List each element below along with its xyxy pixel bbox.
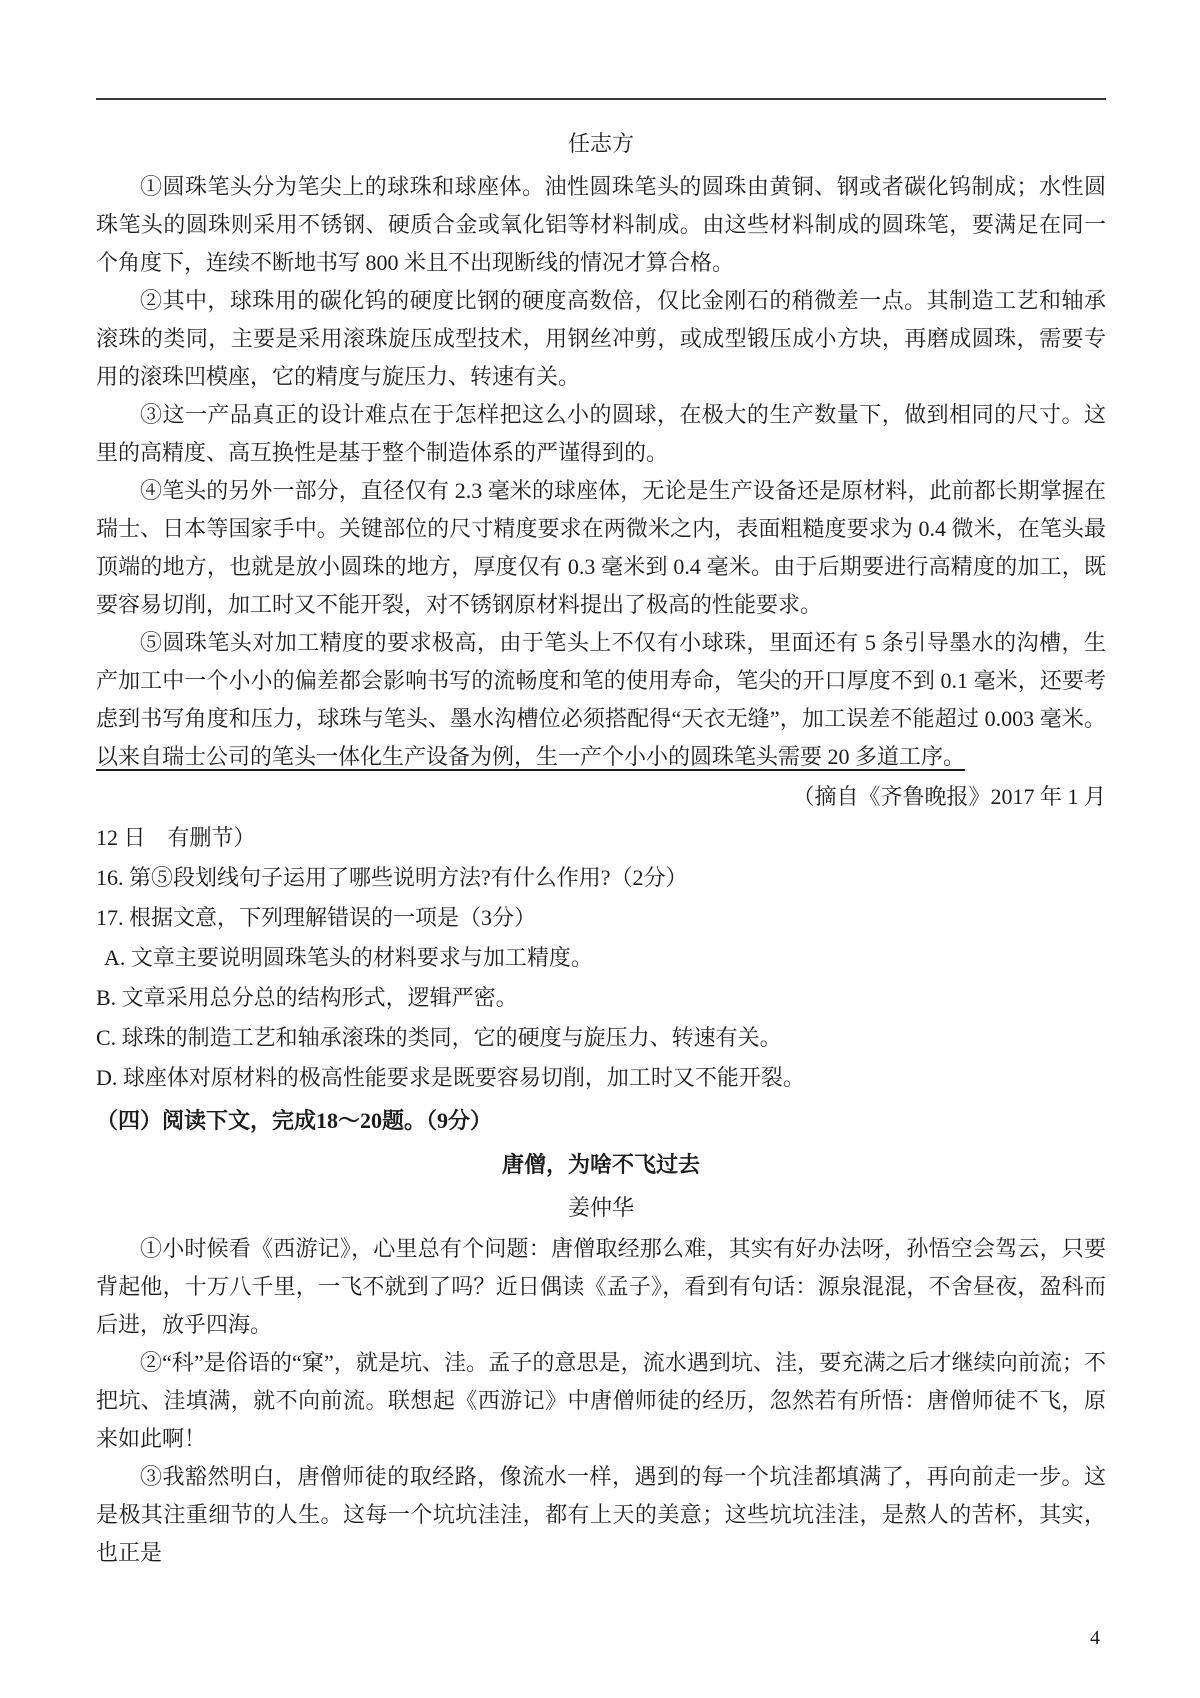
article2-paragraph-3: ③我豁然明白，唐僧师徒的取经路，像流水一样，遇到的每一个坑洼都填满了，再向前走一步。这是极其注重细节的人生。这每一个坑坑洼洼，都有上天的美意；这些坑坑洼洼，是熬人的苦杯，其实，也正是: [96, 1464, 1106, 1565]
section-4-heading: （四）阅读下文，完成18～20题。（9分）: [96, 1108, 493, 1133]
question-16: 16. 第⑤段划线句子运用了哪些说明方法?有什么作用?（2分）: [96, 865, 688, 890]
source-attribution-line2: 12 日 有删节）: [96, 825, 256, 850]
question-17-option-b: B. 文章采用总分总的结构形式，逻辑严密。: [96, 985, 518, 1010]
question-17: 17. 根据文意，下列理解错误的一项是（3分）: [96, 905, 537, 930]
article2-author: 姜仲华: [567, 1195, 634, 1220]
article2-paragraph-2: ②“科”是俗语的“窠”，就是坑、洼。孟子的意思是，流水遇到坑、洼，要充满之后才继续向前流；不把坑、洼填满，就不向前流。联想起《西游记》中唐僧师徒的经历，忽然若有所悟：唐僧师徒不飞，原来如此啊！: [96, 1350, 1106, 1451]
article1-paragraph-3: ③这一产品真正的设计难点在于怎样把这么小的圆球，在极大的生产数量下，做到相同的尺寸。这里的高精度、高互换性是基于整个制造体系的严谨得到的。: [96, 402, 1106, 465]
article2-paragraph-1: ①小时候看《西游记》，心里总有个问题：唐僧取经那么难，其实有好办法呀，孙悟空会驾云，只要背起他，十万八千里，一飞不就到了吗？近日偶读《孟子》，看到有句话：源泉混混，不舍昼夜，盈科而后进，放乎四海。: [96, 1236, 1106, 1337]
page-number: 4: [1090, 1627, 1100, 1649]
article1-paragraph-5: [96, 624, 1106, 776]
article1-paragraph-2: ②其中，球珠用的碳化钨的硬度比钢的硬度高数倍，仅比金刚石的稍微差一点。其制造工艺和轴承滚珠的类同，主要是采用滚珠旋压成型技术，用钢丝冲剪，或成型锻压成小方块，再磨成圆珠，需要专用的滚珠凹模座，它的精度与旋压力、转速有关。: [96, 288, 1106, 389]
paragraph-5-underlined-text: 以来自瑞士公司的笔头一体化生产设备为例，生一产个小小的圆珠笔头需要 20 多道工序。: [96, 744, 966, 769]
source-attribution-line1: （摘自《齐鲁晚报》2017 年 1 月: [792, 784, 1106, 809]
page-content: [96, 98, 1106, 1572]
article2-title: 唐僧，为啥不飞过去: [501, 1152, 700, 1177]
question-17-option-d: D. 球座体对原材料的极高性能要求是既要容易切削，加工时又不能开裂。: [96, 1065, 805, 1090]
header-rule: [96, 98, 1106, 100]
question-17-option-c: C. 球珠的制造工艺和轴承滚珠的类同，它的硬度与旋压力、转速有关。: [96, 1025, 782, 1050]
article1-author: 任志方: [567, 131, 634, 156]
article1-paragraph-1: ①圆珠笔头分为笔尖上的球珠和球座体。油性圆珠笔头的圆珠由黄铜、钢或者碳化钨制成；水性圆珠笔头的圆珠则采用不锈钢、硬质合金或氧化铝等材料制成。由这些材料制成的圆珠笔，要满足在同一个角度下，连续不断地书写 800 米且不出现断线的情况才算合格。: [96, 174, 1106, 275]
question-17-option-a: A. 文章主要说明圆珠笔头的材料要求与加工精度。: [104, 945, 593, 970]
article1-paragraph-4: ④笔头的另外一部分，直径仅有 2.3 毫米的球座体，无论是生产设备还是原材料，此前都长期掌握在瑞士、日本等国家手中。关键部位的尺寸精度要求在两微米之内，表面粗糙度要求为 0.4 微米，在笔头最顶端的地方，也就是放小圆珠的地方，厚度仅有 0.3 毫米到 0.4 毫米。由于后期要进行高精度的加工，既要容易切削，加工时又不能开裂，对不锈钢原材料提出了极高的性能要求。: [96, 478, 1106, 617]
paragraph-5-normal-text: ⑤圆珠笔头对加工精度的要求极高，由于笔头上不仅有小球珠，里面还有 5 条引导墨水的沟槽，生产加工中一个小小的偏差都会影响书写的流畅度和笔的使用寿命，笔尖的开口厚度不到 0.1 毫米，还要考虑到书写角度和压力，球珠与笔头、墨水沟槽位必须搭配得“天衣无缝”，加工误差不能超过 0.003 毫米。: [96, 630, 1106, 731]
